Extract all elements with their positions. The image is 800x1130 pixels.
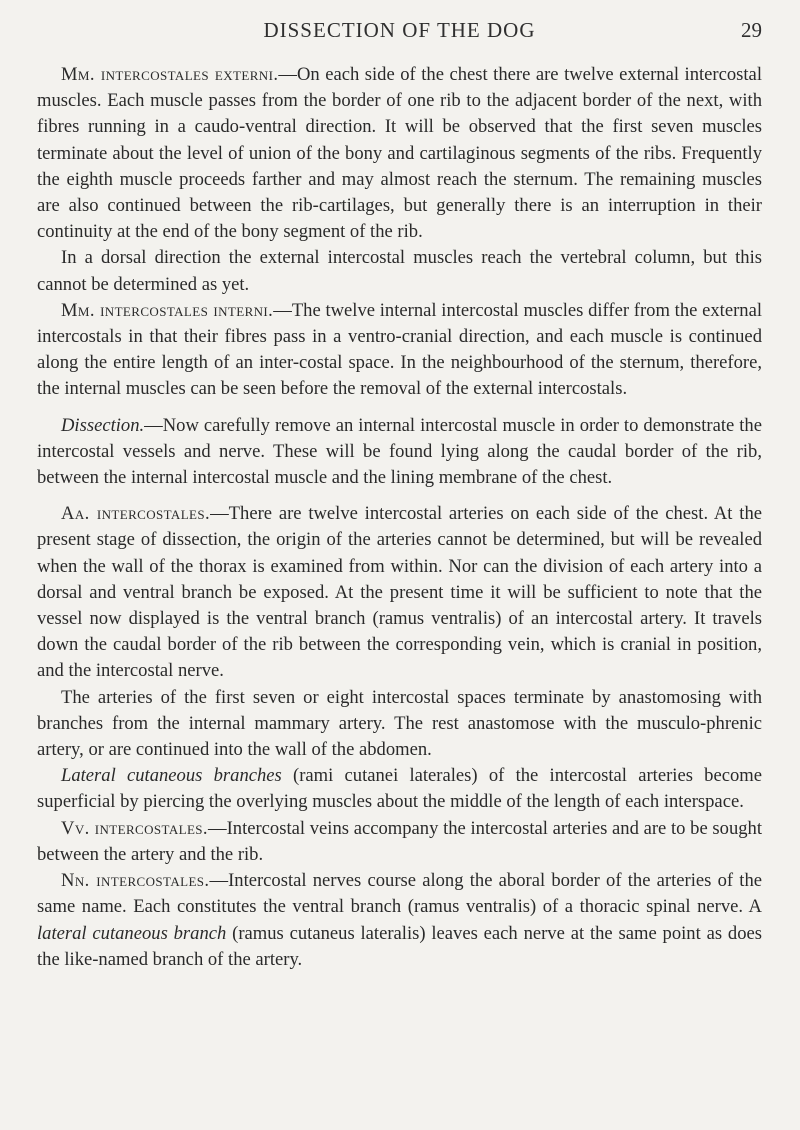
section-heading: Vv. intercostales. [61, 817, 208, 839]
paragraph-text: —Intercostal nerves course along the aboral border of the arteries of the same name. Each constitutes the ventral branch (ramus ventralis) of a thoracic spinal nerve. A [37, 870, 762, 918]
section-heading: Mm. intercostales externi. [61, 64, 279, 85]
section-heading: Nn. intercostales. [61, 870, 210, 892]
paragraph-dorsal-direction [37, 245, 762, 297]
paragraph-arteries-terminate [37, 685, 762, 764]
paragraph-vv-intercostales [37, 816, 762, 868]
paragraph-text: (ramus cutaneus lateralis) leaves each nerve at the same point as does the like-named branch of the artery. [37, 922, 762, 970]
paragraph-text: —Intercostal veins accompany the intercostal arteries and are to be sought between the artery and the rib. [37, 817, 762, 865]
paragraph-text: —The twelve internal intercostal muscles differ from the external intercostals in that their fibres pass in a ventro-cranial direction, and each muscle is continued along the entire length of an inter-costal space. In the neighbourhood of the sternum, therefore, the internal muscles can be seen before the removal of the external intercostals. [37, 299, 762, 400]
page-header [37, 0, 762, 62]
body-text [37, 62, 762, 973]
italic-term: lateral cutaneous branch [37, 922, 227, 944]
section-heading: Mm. intercostales interni. [61, 299, 274, 321]
paragraph-text: (rami cutanei laterales) of the intercostal arteries become superficial by piercing the overlying muscles about the middle of the length of each interspace. [37, 765, 762, 813]
paragraph-text: —On each side of the chest there are twelve external intercostal muscles. Each muscle passes from the border of one rib to the adjacent border of the next, with fibres running in a caudo-ventral direction. It will be observed that the first seven muscles terminate about the level of union of the bony and cartilaginous segments of the ribs. Frequently the eighth muscle proceeds farther and may almost reach the sternum. The remaining muscles are also continued between the rib-cartilages, but generally there is an interruption in their continuity at the end of the bony segment of the rib. [37, 64, 762, 243]
paragraph-aa-intercostales [37, 501, 762, 684]
paragraph-lateral-cutaneous [37, 763, 762, 815]
page-number: 29 [741, 18, 762, 42]
paragraph-intercostales-interni [37, 298, 762, 403]
paragraph-text: The arteries of the first seven or eight intercostal spaces terminate by anastomosing with branches from the internal mammary artery. The rest anastomose with the musculo-phrenic artery, or are continued into the wall of the abdomen. [37, 686, 762, 761]
paragraph-text: —There are twelve intercostal arteries on each side of the chest. At the present stage of dissection, the origin of the arteries cannot be determined, but will be revealed when the wall of the thorax is examined from within. Nor can the division of each artery into a dorsal and ventral branch be exposed. At the present time it will be sufficient to note that the vessel now displayed is the ventral branch (ramus ventralis) of an intercostal artery. It travels down the caudal border of the rib between the corresponding vein, which is cranial in position, and the intercostal nerve. [37, 503, 762, 682]
paragraph-intercostales-externi [37, 62, 762, 245]
italic-lead: Lateral cutaneous branches [61, 765, 282, 787]
section-heading: Aa. intercostales. [61, 503, 211, 525]
running-head: DISSECTION OF THE DOG [263, 18, 536, 42]
paragraph-nn-intercostales [37, 868, 762, 973]
italic-lead: Dissection. [61, 414, 145, 436]
paragraph-text: In a dorsal direction the external intercostal muscles reach the vertebral column, but this cannot be determined as yet. [37, 247, 762, 295]
paragraph-dissection [37, 413, 762, 492]
paragraph-text: —Now carefully remove an internal intercostal muscle in order to demonstrate the intercostal vessels and nerve. These will be found lying along the caudal border of the rib, between the internal intercostal muscle and the lining membrane of the chest. [37, 414, 762, 489]
